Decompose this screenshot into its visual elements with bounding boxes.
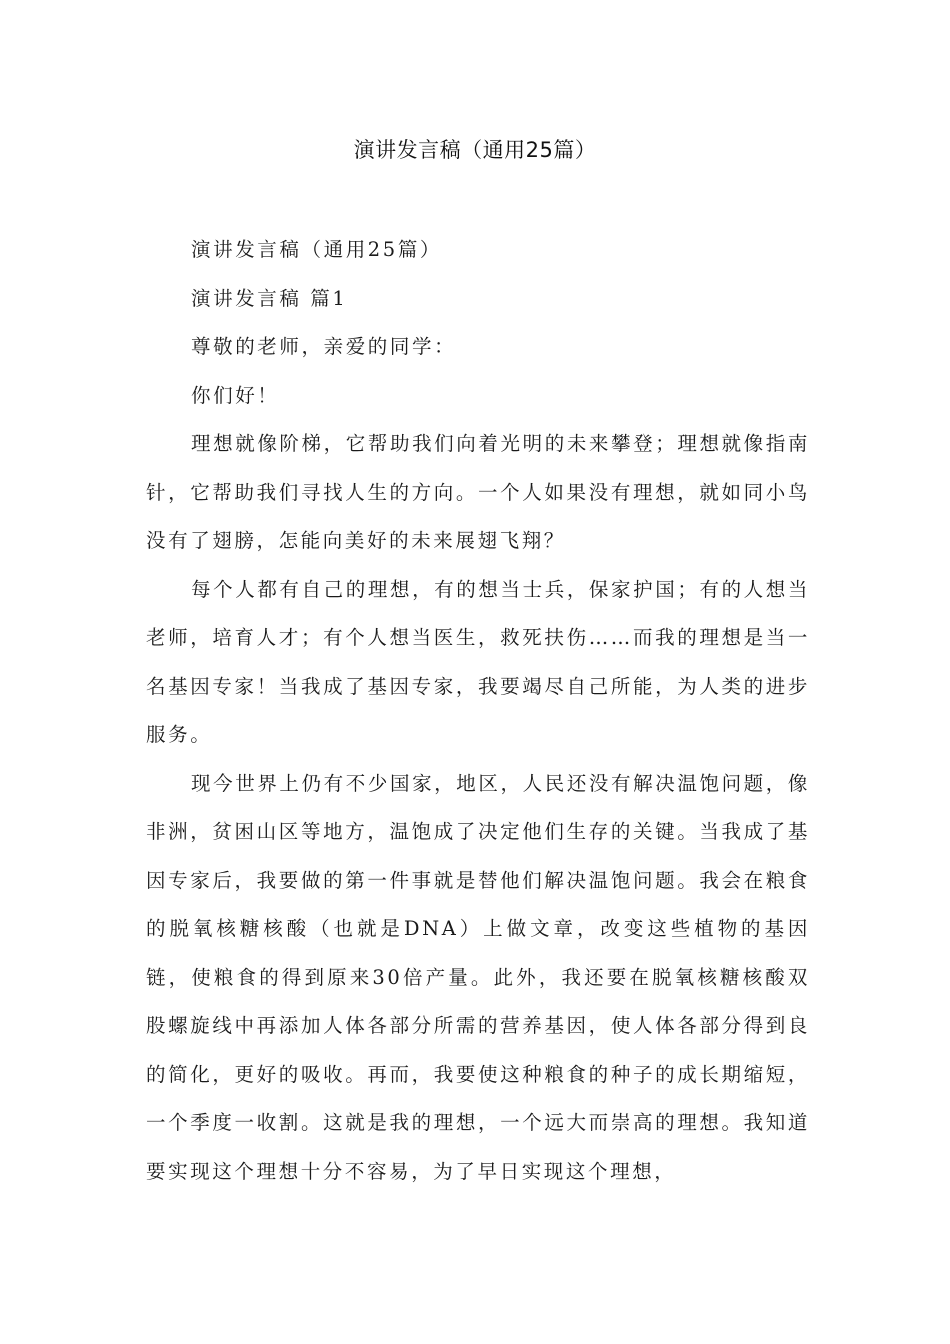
paragraph-subtitle: 演讲发言稿（通用25篇） [191, 238, 443, 261]
paragraph-greeting: 你们好！ [191, 383, 280, 407]
document-title: 演讲发言稿（通用25篇） [353, 138, 597, 162]
paragraph-body-2: 每个人都有自己的理想，有的想当士兵，保家护国；有的人想当老师，培育人才；有个人想当医生，救死扶伤……而我的理想是当一名基因专家！当我成了基因专家，我要竭尽自己所能，为人类的进步服务。 [146, 577, 810, 746]
paragraph-body-1: 理想就像阶梯，它帮助我们向着光明的未来攀登；理想就像指南针，它帮助我们寻找人生的方向。一个人如果没有理想，就如同小鸟没有了翅膀，怎能向美好的未来展翅飞翔？ [146, 432, 810, 552]
document-body [146, 226, 810, 1196]
paragraph-salutation: 尊敬的老师，亲爱的同学： [191, 335, 457, 358]
paragraph-section-heading: 演讲发言稿 篇1 [191, 286, 348, 310]
paragraph-body-3: 现今世界上仍有不少国家，地区，人民还没有解决温饱问题，像非洲，贫困山区等地方，温饱成了决定他们生存的关键。当我成了基因专家后，我要做的第一件事就是替他们解决温饱问题。我会在粮食的脱氧核糖核酸（也就是DNA）上做文章，改变这些植物的基因链，使粮食的得到原来30倍产量。此外，我还要在脱氧核糖核酸双股螺旋线中再添加人体各部分所需的营养基因，使人体各部分得到良的简化，更好的吸收。再而，我要使这种粮食的种子的成长期缩短，一个季度一收割。这就是我的理想，一个远大而崇高的理想。我知道要实现这个理想十分不容易，为了早日实现这个理想， [146, 771, 810, 1183]
